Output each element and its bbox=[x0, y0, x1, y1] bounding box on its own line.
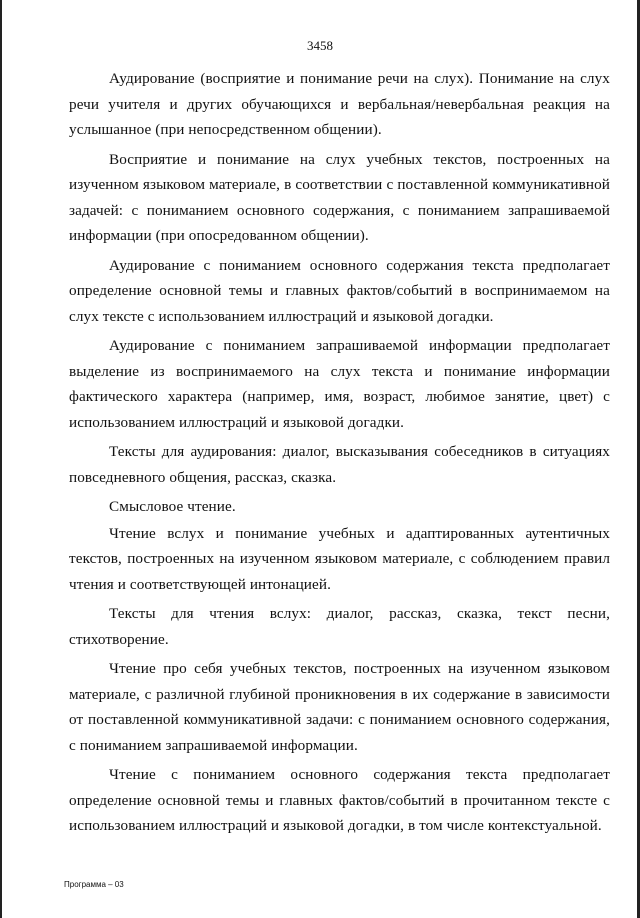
footer-program-label: Программа – 03 bbox=[64, 880, 124, 889]
scan-edge-left bbox=[0, 0, 2, 918]
paragraph-listening-text-types: Тексты для аудирования: диалог, высказывания собеседников в ситуациях повседневного общения, рассказ, сказка. bbox=[69, 443, 610, 486]
paragraph-meaningful-reading: Смысловое чтение. bbox=[109, 498, 236, 515]
paragraph-reading-aloud: Чтение вслух и понимание учебных и адаптированных аутентичных текстов, построенных на изученном языковом материале, с соблюдением правил чтения и соответствующей интонацией. bbox=[69, 524, 610, 593]
paragraph-listening-texts: Восприятие и понимание на слух учебных текстов, построенных на изученном языковом материале, в соответствии с поставленной коммуникативной задачей: с пониманием основного содержания, с пониманием запрашиваемой информации (при опосредованном общении). bbox=[69, 150, 610, 244]
paragraph-listening-main-content: Аудирование с пониманием основного содержания текста предполагает определение основной темы и главных фактов/событий в воспринимаемом на слух тексте с использованием иллюстраций и языковой догадки. bbox=[69, 256, 610, 325]
paragraph-listening-intro: Аудирование (восприятие и понимание речи на слух). Понимание на слух речи учителя и других обучающихся и вербальная/невербальная реакция на услышанное (при непосредственном общении). bbox=[69, 70, 610, 138]
paragraph-listening-requested-info: Аудирование с пониманием запрашиваемой информации предполагает выделение из воспринимаемого на слух текста и понимание информации фактического характера (например, имя, возраст, любимое занятие, цвет) с использованием иллюстраций и языковой догадки. bbox=[69, 337, 610, 431]
document-body bbox=[69, 66, 610, 843]
paragraph-silent-reading: Чтение про себя учебных текстов, построенных на изученном языковом материале, с различной глубиной проникновения в их содержание в зависимости от поставленной коммуникативной задачи: с пониманием основного содержания, с пониманием запрашиваемой информации. bbox=[69, 660, 610, 754]
paragraph-reading-aloud-texts: Тексты для чтения вслух: диалог, рассказ, сказка, текст песни, стихотворение. bbox=[69, 605, 610, 648]
paragraph-reading-main-content: Чтение с пониманием основного содержания текста предполагает определение основной темы и главных фактов/событий в прочитанном тексте с использованием иллюстраций и языковой догадки, в том числе контекстуальной. bbox=[69, 766, 610, 834]
page-number: 3458 bbox=[307, 38, 333, 53]
